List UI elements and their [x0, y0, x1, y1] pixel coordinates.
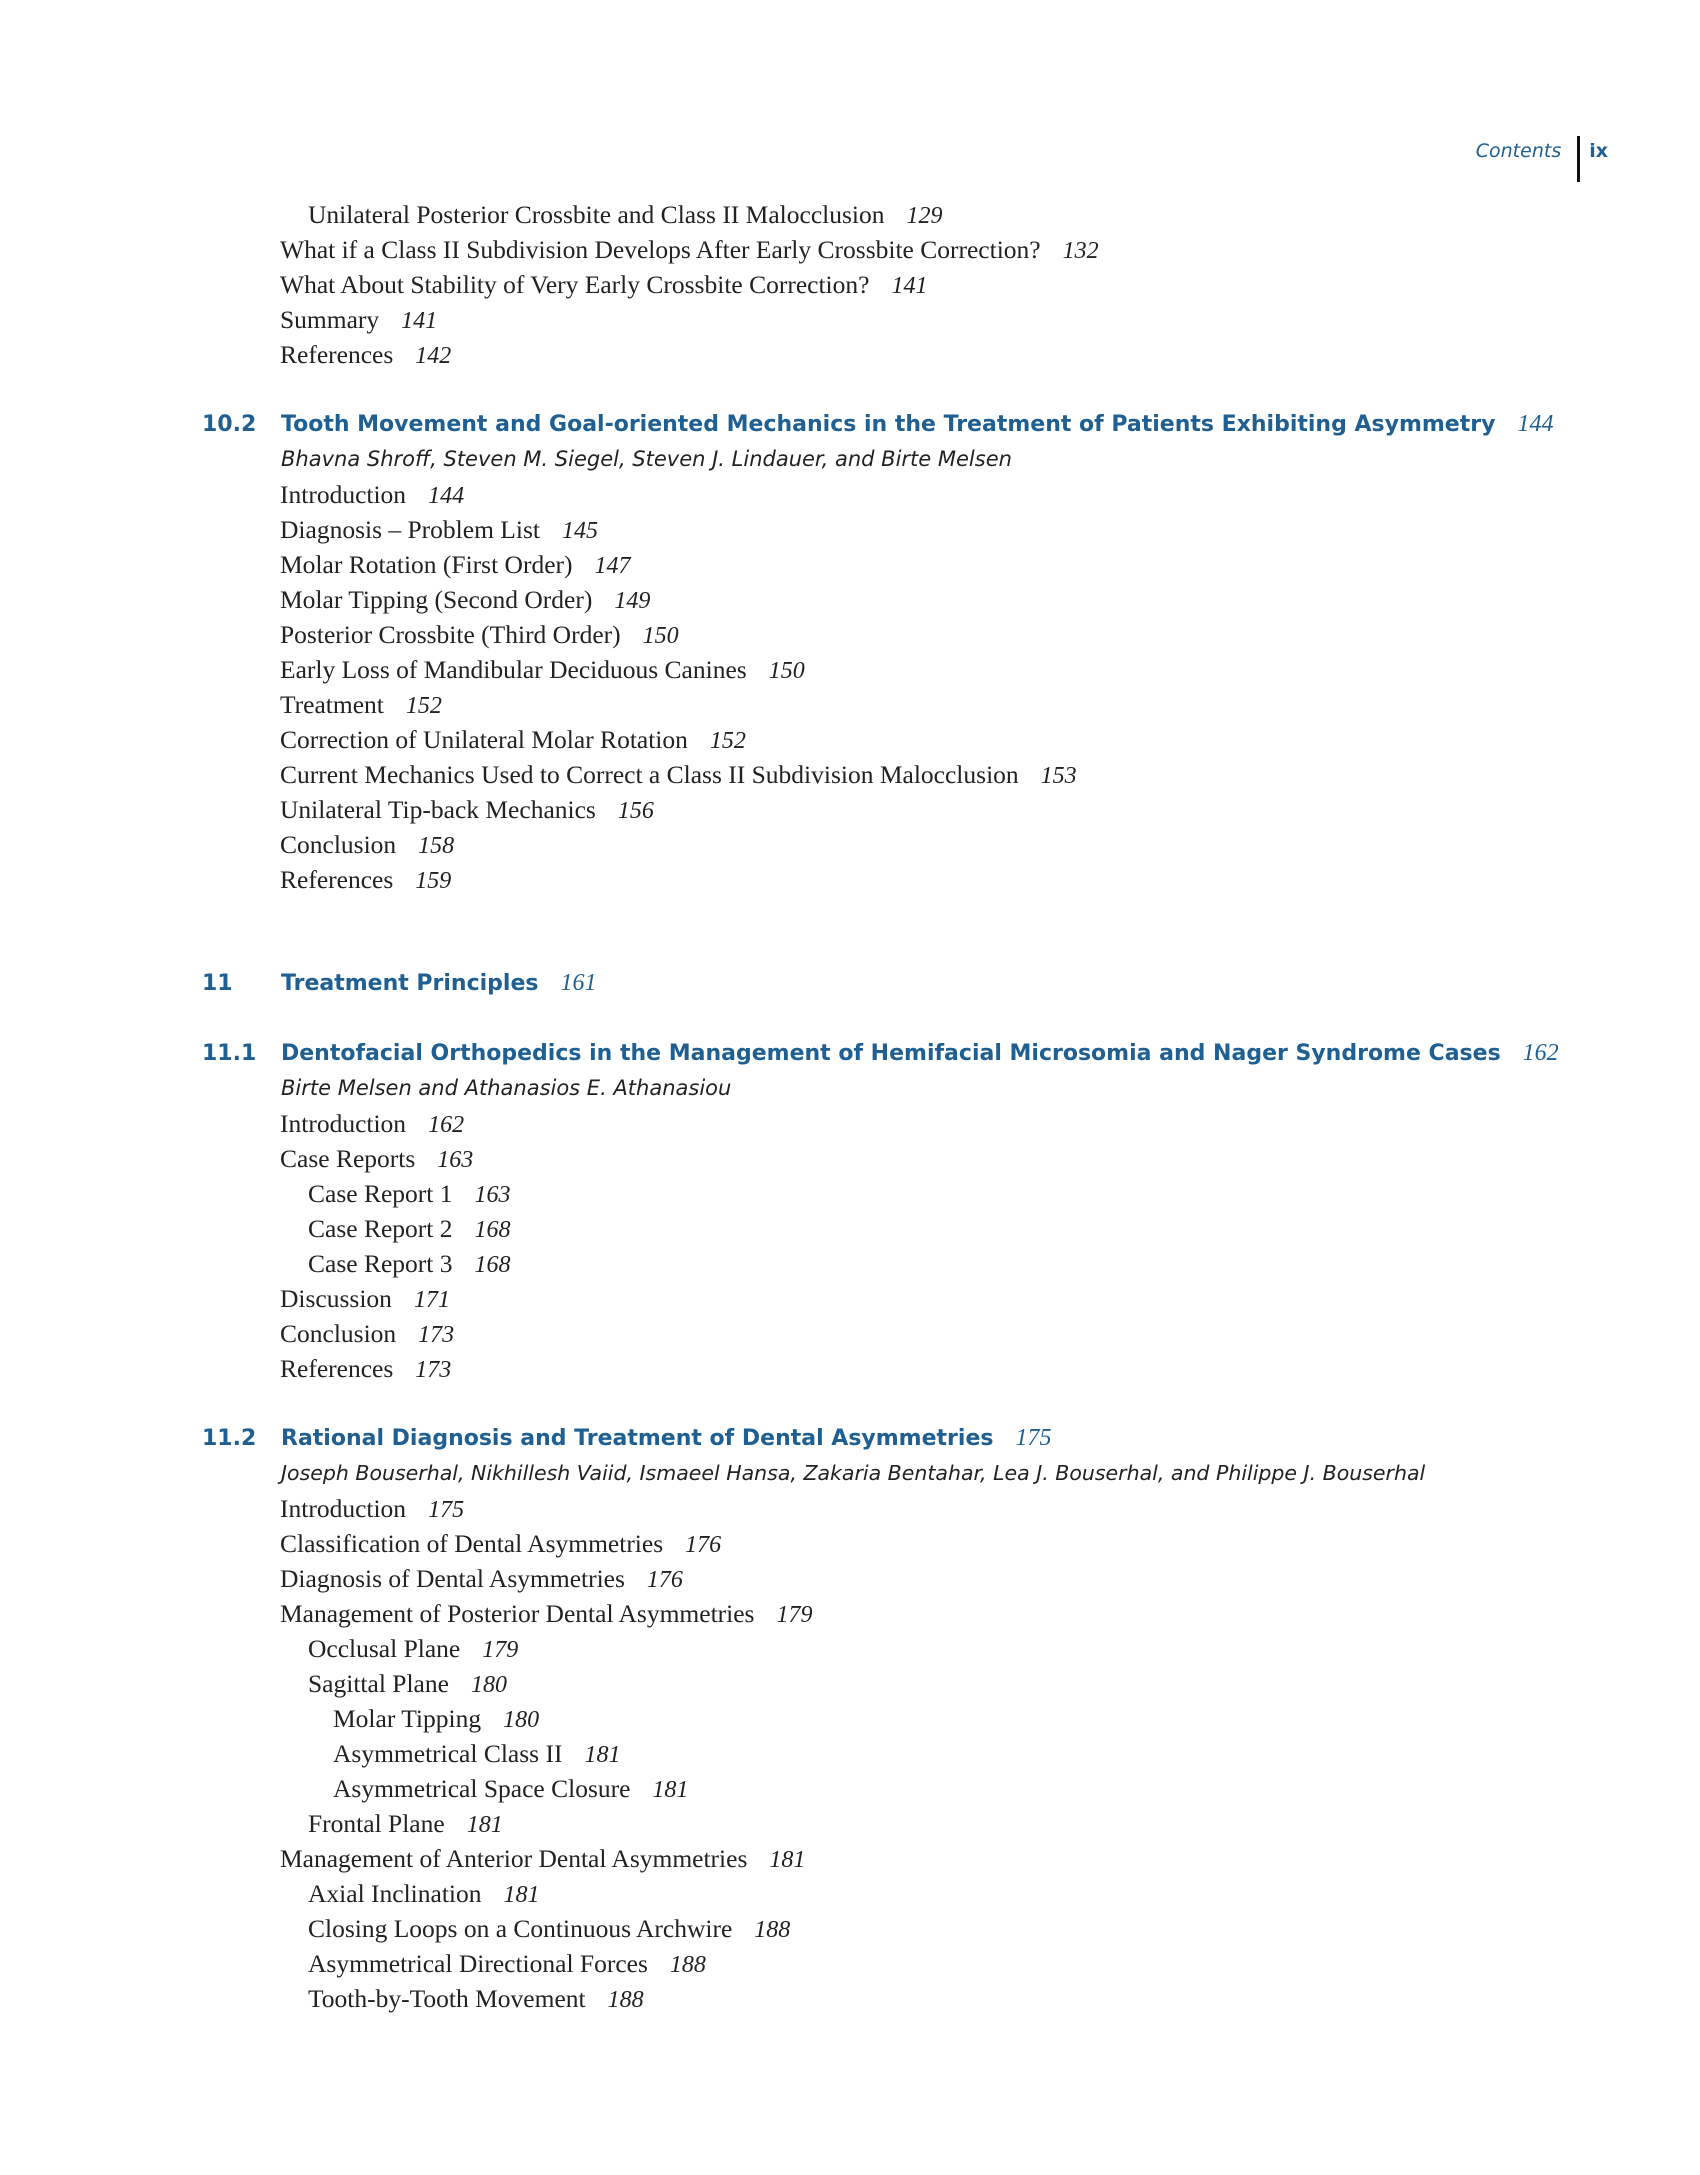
- toc-entry[interactable]: Asymmetrical Directional Forces 188: [308, 1949, 706, 1978]
- toc-entry[interactable]: Introduction 144: [280, 480, 465, 509]
- section-page: 162: [1522, 1040, 1559, 1066]
- toc-entry[interactable]: Case Report 2 168: [308, 1214, 511, 1243]
- toc-entry[interactable]: Conclusion 158: [280, 830, 455, 859]
- toc-entry[interactable]: Current Mechanics Used to Correct a Class II Subdivision Malocclusion 153: [280, 760, 1077, 789]
- toc-entry[interactable]: Introduction 175: [280, 1494, 465, 1523]
- toc-entry[interactable]: Summary 141: [280, 305, 438, 334]
- section-title: Rational Diagnosis and Treatment of Dental Asymmetries 175: [281, 1425, 1052, 1451]
- toc-entry[interactable]: Molar Tipping (Second Order) 149: [280, 585, 651, 614]
- toc-entry[interactable]: Tooth-by-Tooth Movement 188: [308, 1984, 644, 2013]
- toc-entry[interactable]: Asymmetrical Class II 181: [333, 1739, 621, 1768]
- toc-entry[interactable]: What if a Class II Subdivision Develops After Early Crossbite Correction? 132: [280, 235, 1099, 264]
- toc-entry[interactable]: Case Reports 163: [280, 1144, 474, 1173]
- toc-entry[interactable]: Molar Tipping 180: [333, 1704, 540, 1733]
- toc-entry[interactable]: Discussion 171: [280, 1284, 450, 1313]
- chapter-title: Treatment Principles 161: [281, 970, 597, 996]
- chapter-number: 11: [202, 971, 233, 996]
- toc-entry[interactable]: Molar Rotation (First Order) 147: [280, 550, 631, 579]
- toc-entry[interactable]: Case Report 3 168: [308, 1249, 511, 1278]
- section-page: 175: [1015, 1425, 1052, 1451]
- toc-entry[interactable]: Treatment 152: [280, 690, 442, 719]
- toc-entry[interactable]: References 159: [280, 865, 452, 894]
- section-title: Dentofacial Orthopedics in the Management of Hemifacial Microsomia and Nager Syndrome Cases 162: [281, 1040, 1559, 1066]
- toc-entry[interactable]: Diagnosis of Dental Asymmetries 176: [280, 1564, 683, 1593]
- toc-entry[interactable]: Management of Posterior Dental Asymmetries 179: [280, 1599, 813, 1628]
- toc-entry[interactable]: Frontal Plane 181: [308, 1809, 503, 1838]
- toc-entry[interactable]: Unilateral Tip-back Mechanics 156: [280, 795, 654, 824]
- section-number: 11.2: [202, 1426, 257, 1451]
- toc-entry[interactable]: Case Report 1 163: [308, 1179, 511, 1208]
- toc-entry[interactable]: Early Loss of Mandibular Deciduous Canines 150: [280, 655, 805, 684]
- toc-entry[interactable]: Conclusion 173: [280, 1319, 455, 1348]
- toc-entry[interactable]: Axial Inclination 181: [308, 1879, 540, 1908]
- toc-entry[interactable]: Sagittal Plane 180: [308, 1669, 507, 1698]
- toc-entry[interactable]: Diagnosis – Problem List 145: [280, 515, 598, 544]
- page-number: ix: [1589, 140, 1608, 162]
- table-of-contents: Unilateral Posterior Crossbite and Class II Malocclusion 129 What if a Class II Subdivision Develops After Early Crossbite Correction? 132 What About Stability of Very Early Crossbite Correction? 141 Summary 141 References 142 10.2 Tooth Movement and Goal-oriented Mechanics in the Treatment of Patients Exhibiting Asymmetry 144 Bhavna Shroff, Steven M. Siegel, Steven J. Lindauer, and Birte Melsen Introduction 144 Diagnosis – Problem List 145 Molar Rotation (First Order) 147 Molar Tipping (Second Order) 149 Posterior Crossbite (Third Order) 150 Early Loss of Mandibular Deciduous Canines 150 Treatment 152 Correction of Unilateral Molar Rotation 152 Current Mechanics Used to Correct a Class II Subdivision Malocclusion 153 Unilateral Tip-back Mechanics 156 Conclusion 158 References 159 11 Treatment Principles 161 11.1 Dentofacial Orthopedics in the Management of Hemifacial Microsomia and Nager Syndrome Cases 162 Birte Melsen and Athanasios E. Athanasiou Introduction 162 Case Reports 163 Case Report 1 163 Case Report 2 168 Case Report 3 168 Discussion 171 Conclusion 173 References 173 11.2 Rational Diagnosis and Treatment of Dental Asymmetries 175 Joseph Bouserhal, Nikhillesh Vaiid, Ismaeel Hansa, Zakaria Bentahar, Lea J. Bouserhal, and Philippe J. Bouserhal Introduction 175 Classification of Dental Asymmetries 176 Diagnosis of Dental Asymmetries 176 Management of Posterior Dental Asymmetries 179 Occlusal Plane 179 Sagittal Plane 180 Molar Tipping 180 Asymmetrical Class II 181 Asymmetrical Space Closure 181 Frontal Plane 181 Management of Anterior Dental Asymmetries 181 Axial Inclination 181 Closing Loops on a Continuous Archwire 188 Asymmetrical Directional Forces 188 Tooth-by-Tooth Movement 188: [0, 0, 1700, 2175]
- toc-entry[interactable]: Asymmetrical Space Closure 181: [333, 1774, 689, 1803]
- section-number: 10.2: [202, 412, 257, 437]
- toc-entry[interactable]: Occlusal Plane 179: [308, 1634, 519, 1663]
- section-number: 11.1: [202, 1041, 257, 1066]
- toc-entry[interactable]: Introduction 162: [280, 1109, 465, 1138]
- toc-entry[interactable]: References 142: [280, 340, 452, 369]
- section-title: Tooth Movement and Goal-oriented Mechanics in the Treatment of Patients Exhibiting Asymmetry 144: [281, 411, 1554, 437]
- toc-entry[interactable]: Classification of Dental Asymmetries 176: [280, 1529, 722, 1558]
- toc-entry[interactable]: Correction of Unilateral Molar Rotation 152: [280, 725, 746, 754]
- toc-entry[interactable]: Posterior Crossbite (Third Order) 150: [280, 620, 679, 649]
- running-header-label: Contents: [1475, 140, 1562, 162]
- toc-entry[interactable]: References 173: [280, 1354, 452, 1383]
- toc-entry[interactable]: What About Stability of Very Early Crossbite Correction? 141: [280, 270, 928, 299]
- section-page: 144: [1517, 411, 1554, 437]
- toc-entry[interactable]: Management of Anterior Dental Asymmetries 181: [280, 1844, 806, 1873]
- toc-entry[interactable]: Unilateral Posterior Crossbite and Class II Malocclusion 129: [308, 200, 943, 229]
- chapter-page: 161: [560, 970, 597, 996]
- toc-entry[interactable]: Closing Loops on a Continuous Archwire 188: [308, 1914, 791, 1943]
